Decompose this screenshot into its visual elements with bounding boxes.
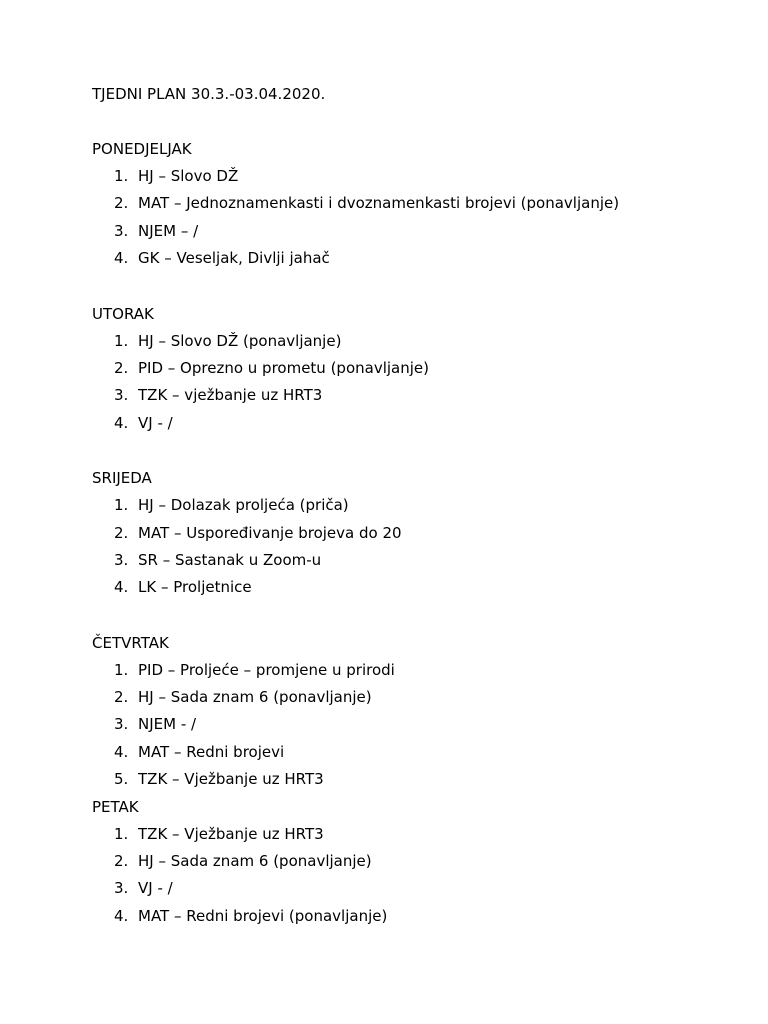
list-item: 3. TZK – vježbanje uz HRT3 — [114, 386, 323, 405]
day-section-friday — [92, 797, 732, 926]
day-heading: PONEDJELJAK — [92, 140, 192, 158]
day-section-thursday — [92, 633, 732, 790]
day-list — [92, 824, 732, 926]
list-item: 1. HJ – Slovo DŽ — [114, 167, 239, 185]
day-section-monday — [92, 139, 732, 268]
spacer — [92, 605, 732, 633]
document-page — [92, 84, 732, 933]
day-section-tuesday — [92, 304, 732, 433]
list-item: 4. LK – Proljetnice — [114, 578, 252, 597]
day-heading: UTORAK — [92, 304, 154, 323]
day-heading: SRIJEDA — [92, 469, 152, 488]
list-item: 2. MAT – Uspoređivanje brojeva do 20 — [114, 523, 402, 542]
list-item: 2. PID – Oprezno u prometu (ponavljanje) — [114, 358, 429, 377]
day-list — [92, 331, 732, 433]
list-item: 3. NJEM – / — [114, 221, 199, 240]
list-item: 5. TZK – Vježbanje uz HRT3 — [114, 770, 324, 789]
list-item: 1. HJ – Slovo DŽ (ponavljanje) — [114, 331, 342, 350]
list-item: 3. VJ - / — [114, 879, 173, 898]
day-list — [92, 495, 732, 597]
list-item: 3. NJEM - / — [114, 715, 197, 734]
list-item: 3. SR – Sastanak u Zoom-u — [114, 550, 322, 569]
day-section-wednesday — [92, 468, 732, 597]
day-list — [92, 660, 732, 790]
spacer — [92, 276, 732, 304]
document-title: TJEDNI PLAN 30.3.-03.04.2020. — [92, 85, 326, 103]
list-item: 2. MAT – Jednoznamenkasti i dvoznamenkasti brojevi (ponavljanje) — [114, 194, 620, 213]
list-item: 2. HJ – Sada znam 6 (ponavljanje) — [114, 688, 372, 707]
spacer — [92, 440, 732, 468]
list-item: 4. GK – Veseljak, Divlji jahač — [114, 249, 330, 268]
list-item: 1. PID – Proljeće – promjene u prirodi — [114, 660, 395, 679]
day-heading: ČETVRTAK — [92, 633, 169, 652]
day-list — [92, 166, 732, 268]
day-heading: PETAK — [92, 797, 139, 816]
list-item: 4. VJ - / — [114, 413, 173, 432]
list-item: 1. HJ – Dolazak proljeća (priča) — [114, 496, 349, 515]
list-item: 2. HJ – Sada znam 6 (ponavljanje) — [114, 852, 372, 871]
list-item: 4. MAT – Redni brojevi (ponavljanje) — [114, 906, 388, 925]
list-item: 4. MAT – Redni brojevi — [114, 742, 285, 761]
list-item: 1. TZK – Vježbanje uz HRT3 — [114, 824, 324, 843]
